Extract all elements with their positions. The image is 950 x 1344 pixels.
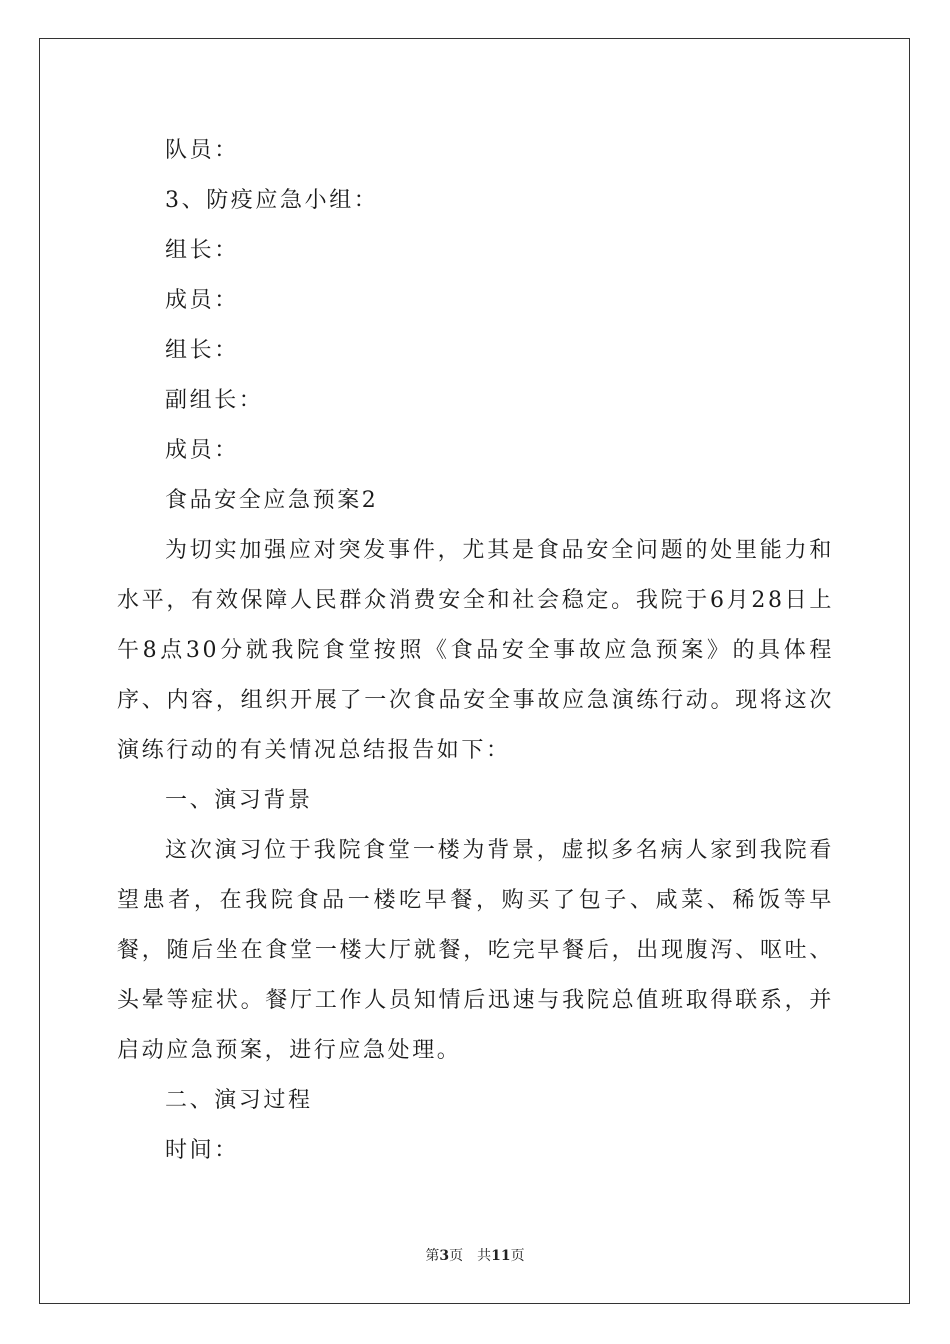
paragraph-intro: 为切实加强应对突发事件，尤其是食品安全问题的处里能力和水平，有效保障人民群众消费安全和社会稳定。我院于6月28日上午8点30分就我院食堂按照《食品安全事故应急预案》的具体程序、内容，组织开展了一次食品安全事故应急演练行动。现将这次演练行动的有关情况总结报告如下：	[117, 538, 834, 763]
text-line: 成员：	[165, 438, 239, 463]
text-line: 队员：	[165, 138, 239, 163]
text-line: 组长：	[165, 238, 239, 263]
text-line: 3、防疫应急小组：	[165, 188, 379, 213]
footer-page-total: 11	[491, 1248, 511, 1264]
text-line: 成员：	[165, 288, 239, 313]
text-line: 副组长：	[165, 388, 264, 413]
text-line: 组长：	[165, 338, 239, 363]
section-title: 食品安全应急预案2	[165, 488, 379, 513]
footer-page-current: 3	[439, 1248, 450, 1264]
section-heading: 一、演习背景	[165, 788, 313, 813]
paragraph-background: 这次演习位于我院食堂一楼为背景，虚拟多名病人家到我院看望患者，在我院食品一楼吃早餐，购买了包子、咸菜、稀饭等早餐，随后坐在食堂一楼大厅就餐，吃完早餐后，出现腹泻、呕吐、头晕等症状。餐厅工作人员知情后迅速与我院总值班取得联系，并启动应急预案，进行应急处理。	[117, 838, 834, 1063]
footer-page-mid: 页	[449, 1248, 464, 1264]
page-footer	[0, 1246, 950, 1266]
footer-total-suffix: 页	[510, 1248, 525, 1264]
text-line: 时间：	[165, 1138, 239, 1163]
document-body	[117, 126, 834, 1176]
footer-page-prefix: 第	[425, 1248, 440, 1264]
footer-total-prefix: 共	[477, 1248, 492, 1264]
section-heading: 二、演习过程	[165, 1088, 313, 1113]
